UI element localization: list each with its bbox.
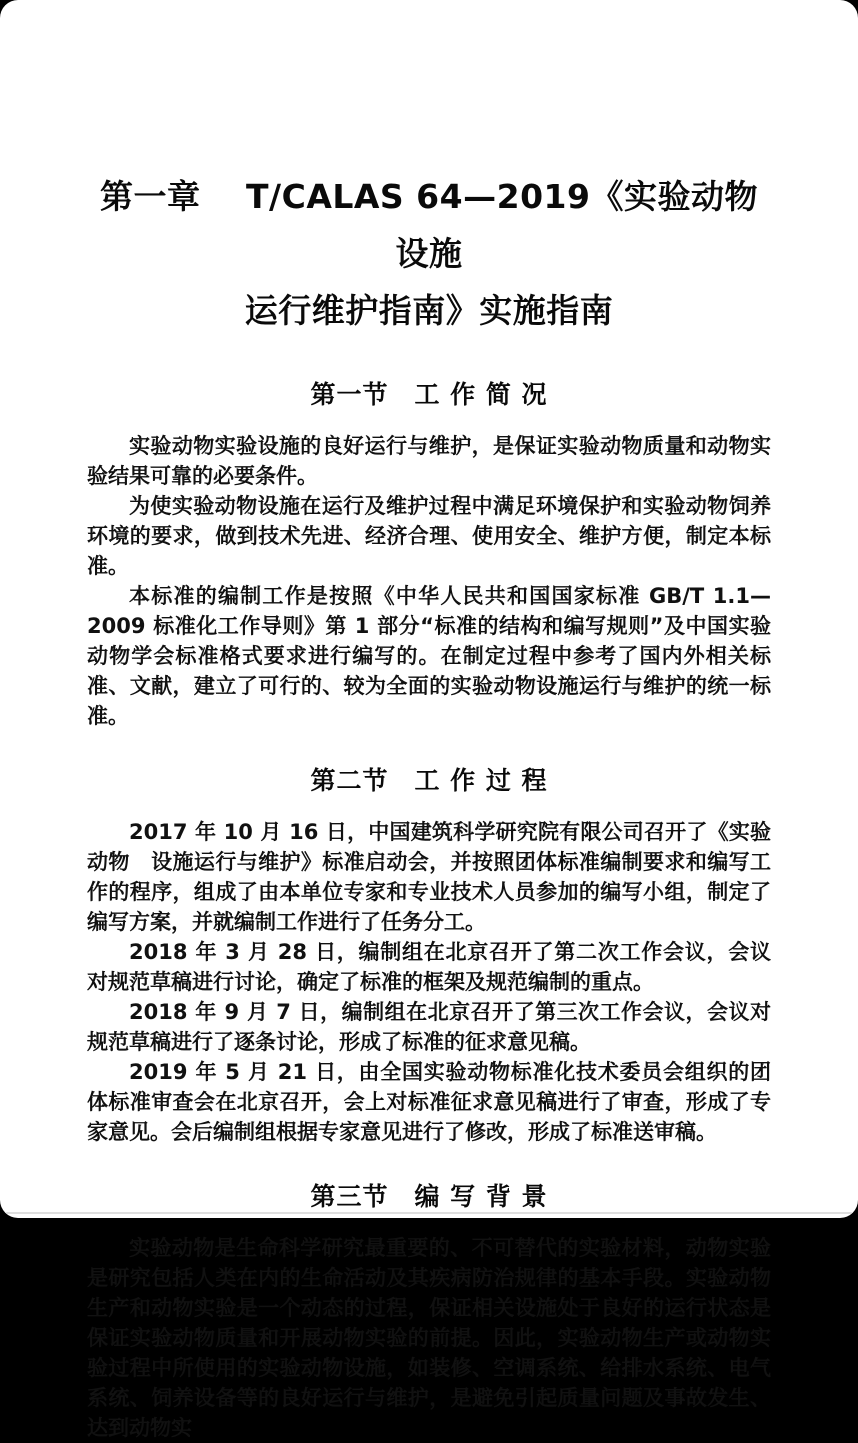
paragraph: 2018 年 3 月 28 日，编制组在北京召开了第二次工作会议，会议对规范草稿进行讨论，确定了标准的框架及规范编制的重点。 <box>87 940 771 994</box>
paragraph: 为使实验动物设施在运行及维护过程中满足环境保护和实验动物饲养环境的要求，做到技术先进、经济合理、使用安全、维护方便，制定本标准。 <box>87 494 771 578</box>
chapter-title <box>87 168 792 339</box>
paragraph: 本标准的编制工作是按照《中华人民共和国国家标准 GB/T 1.1—2009 标准化工作导则》第 1 部分“标准的结构和编写规则”及中国实验动物学会标准格式要求进行编写的。在制定过程中参考了国内外相关标准、文献，建立了可行的、较为全面的实验动物设施运行与维护的统一标准。 <box>87 584 771 728</box>
chapter-title-line-2: 运行维护指南》实施指南 <box>244 291 614 330</box>
paragraph: 实验动物是生命科学研究最重要的、不可替代的实验材料，动物实验是研究包括人类在内的生命活动及其疾病防治规律的基本手段。实验动物生产和动物实验是一个动态的过程，保证相关设施处于良好的运行状态是保证实验动物质量和开展动物实验的前提。因此，实验动物生产或动物实验过程中所使用的实验动物设施，如装修、空调系统、给排水系统、电气系统、饲养设备等的良好运行与维护，是避免引起质量问题及事故发生、达到动物实 <box>87 1236 771 1440</box>
section-heading-1: 第一节 工 作 简 况 <box>310 380 548 409</box>
section-work-overview <box>87 375 771 731</box>
section-heading-2: 第二节 工 作 过 程 <box>310 766 548 795</box>
paragraph: 2019 年 5 月 21 日，由全国实验动物标准化技术委员会组织的团体标准审查会在北京召开，会上对标准征求意见稿进行了审查，形成了专家意见。会后编制组根据专家意见进行了修改，形成了标准送审稿。 <box>87 1060 771 1144</box>
chapter-title-line-1: 第一章 T/CALAS 64—2019《实验动物 设施 <box>100 177 792 273</box>
section-writing-background <box>87 1177 771 1443</box>
page-bottom-edge <box>6 1212 852 1214</box>
paragraph: 实验动物实验设施的良好运行与维护，是保证实验动物质量和动物实验结果可靠的必要条件。 <box>87 434 771 488</box>
paragraph: 2017 年 10 月 16 日，中国建筑科学研究院有限公司召开了《实验动物 设施运行与维护》标准启动会，并按照团体标准编制要求和编写工作的程序，组成了由本单位专家和专业技术人员参加的编写小组，制定了编写方案，并就编制工作进行了任务分工。 <box>87 820 771 934</box>
section-work-process <box>87 761 771 1147</box>
section-heading-3: 第三节 编 写 背 景 <box>310 1182 548 1211</box>
paragraph: 2018 年 9 月 7 日，编制组在北京召开了第三次工作会议，会议对规范草稿进行了逐条讨论，形成了标准的征求意见稿。 <box>87 1000 771 1054</box>
